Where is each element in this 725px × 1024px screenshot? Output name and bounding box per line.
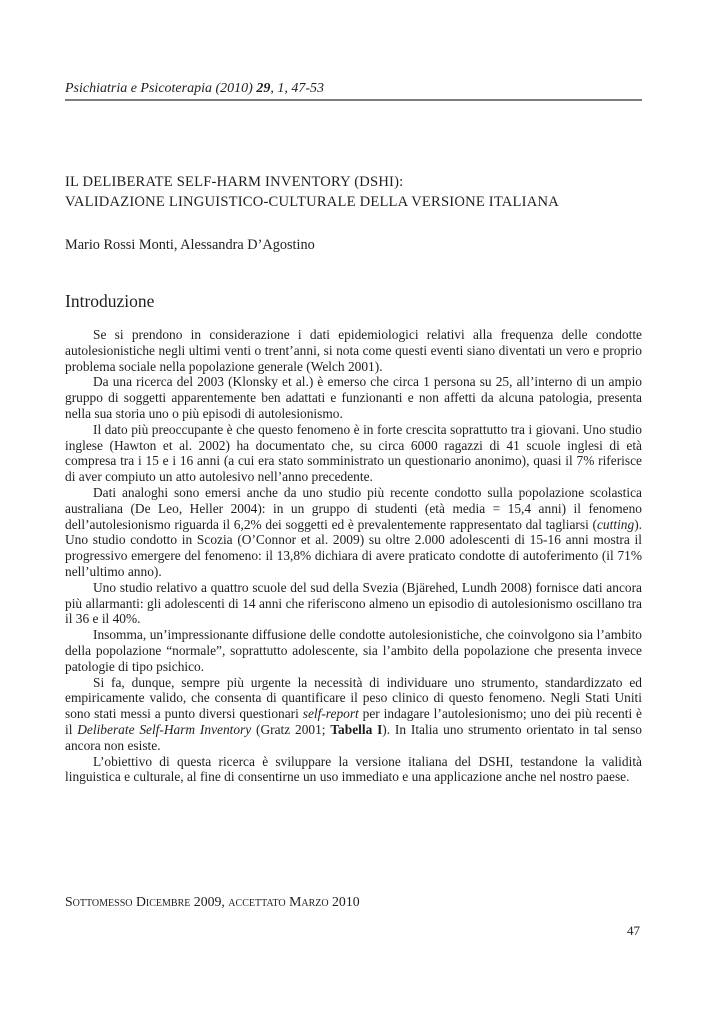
text-run: ). In Italia uno strumento orientato in tal senso ancora non esiste. [65, 721, 642, 753]
running-head [65, 81, 642, 97]
body-paragraph [65, 675, 642, 754]
submission-note: Sottomesso Dicembre 2009, accettato Marzo 2010 [65, 894, 360, 909]
text-run: ). Uno studio condotto in Scozia (O’Connor et al. 2009) su oltre 2.000 adolescenti di 15-16 anni mostra il progressivo emergere del fenomeno: il 13,8% dichiara di avere praticato condotte di autoferimento (il 71% nell’ultimo anno). [65, 516, 642, 579]
text-run: Tabella I [330, 721, 383, 737]
text-run: Psichiatria e Psicoterapia (2010) [65, 81, 257, 96]
body-paragraph [65, 422, 642, 485]
page-number: 47 [627, 923, 640, 938]
text-run: Uno studio relativo a quattro scuole del sud della Svezia (Bjärehed, Lundh 2008) fornisce dati ancora più allarmanti: gli adolescenti di 14 anni che riferiscono almeno un episodio di autolesionismo oscillano tra il 36 e il 40%. [65, 579, 642, 627]
authors: Mario Rossi Monti, Alessandra D’Agostino [65, 237, 315, 253]
text-run: , 1, 47-53 [270, 81, 324, 96]
section-heading: Introduzione [65, 291, 155, 311]
text-run: (Gratz 2001; [251, 721, 331, 737]
text-run: cutting [596, 516, 635, 532]
article-title-line-1: IL DELIBERATE SELF-HARM INVENTORY (DSHI): [65, 174, 404, 190]
body-paragraph [65, 627, 642, 674]
article-title [65, 173, 642, 212]
text-run: Il dato più preoccupante è che questo fenomeno è in forte crescita soprattutto tra i giovani. Uno studio inglese (Hawton et al. 2002) ha documentato che, su circa 6000 ragazzi di 41 scuole inglesi di età compresa tra i 15 e i 16 anni (a cui era stato somministrato un questionario anonimo), quasi il 7% riferisce di aver compiuto un atto autolesivo nell’anno precedente. [65, 421, 642, 485]
text-run: Da una ricerca del 2003 (Klonsky et al.) è emerso che circa 1 persona su 25, all’interno di un ampio gruppo di soggetti apparentemente ben adattati e funzionanti e non affetti da alcuna patologia, presenta nella sua storia uno o più episodi di autolesionismo. [65, 374, 642, 421]
article-body [65, 327, 642, 785]
text-run: Insomma, un’impressionante diffusione delle condotte autolesionistiche, che coinvolgono sia l’ambito della popolazione “normale”, soprattutto adolescente, sia l’ambito della popolazione che presenta invece patologie di tipo psichico. [65, 627, 642, 674]
body-paragraph [65, 327, 642, 374]
article-title-line-2: VALIDAZIONE LINGUISTICO-CULTURALE DELLA VERSIONE ITALIANA [65, 193, 559, 210]
body-paragraph [65, 374, 642, 421]
body-paragraph [65, 580, 642, 627]
text-run: 29 [256, 81, 271, 96]
text-run: L’obiettivo di questa ricerca è sviluppare la versione italiana del DSHI, testandone la validità linguistica e culturale, al fine di consentirne un uso immediato e una applicazione anche nel nostro paese. [65, 753, 642, 785]
text-run: self-report [302, 706, 359, 722]
text-run: Se si prendono in considerazione i dati epidemiologici relativi alla frequenza delle condotte autolesionistiche negli ultimi venti o trent’anni, si nota come questi eventi siano diventati un vero e proprio problema sociale nella popolazione generale (Welch 2001). [65, 327, 642, 374]
text-run: Si fa, dunque, sempre più urgente la necessità di individuare uno strumento, standardizzato ed empiricamente valido, che consenta di quantificare il peso clinico di questo fenomeno. Negli Stati Uniti sono stati messi a punto diversi questionari [65, 674, 642, 722]
body-paragraph [65, 754, 642, 786]
header-rule [65, 99, 642, 101]
text-run: per indagare l’autolesionismo; uno dei più recenti è il [65, 706, 642, 737]
text-run: Dati analoghi sono emersi anche da uno studio più recente condotto sulla popolazione scolastica australiana (De Leo, Heller 2004): in un gruppo di studenti (età media = 15,4 anni) il fenomeno dell’autolesionismo riguarda il 6,2% dei soggetti ed è prevalentemente rappresentato dal tagliarsi ( [65, 484, 642, 532]
text-run: Deliberate Self-Harm Inventory [77, 721, 252, 737]
body-paragraph [65, 485, 642, 580]
